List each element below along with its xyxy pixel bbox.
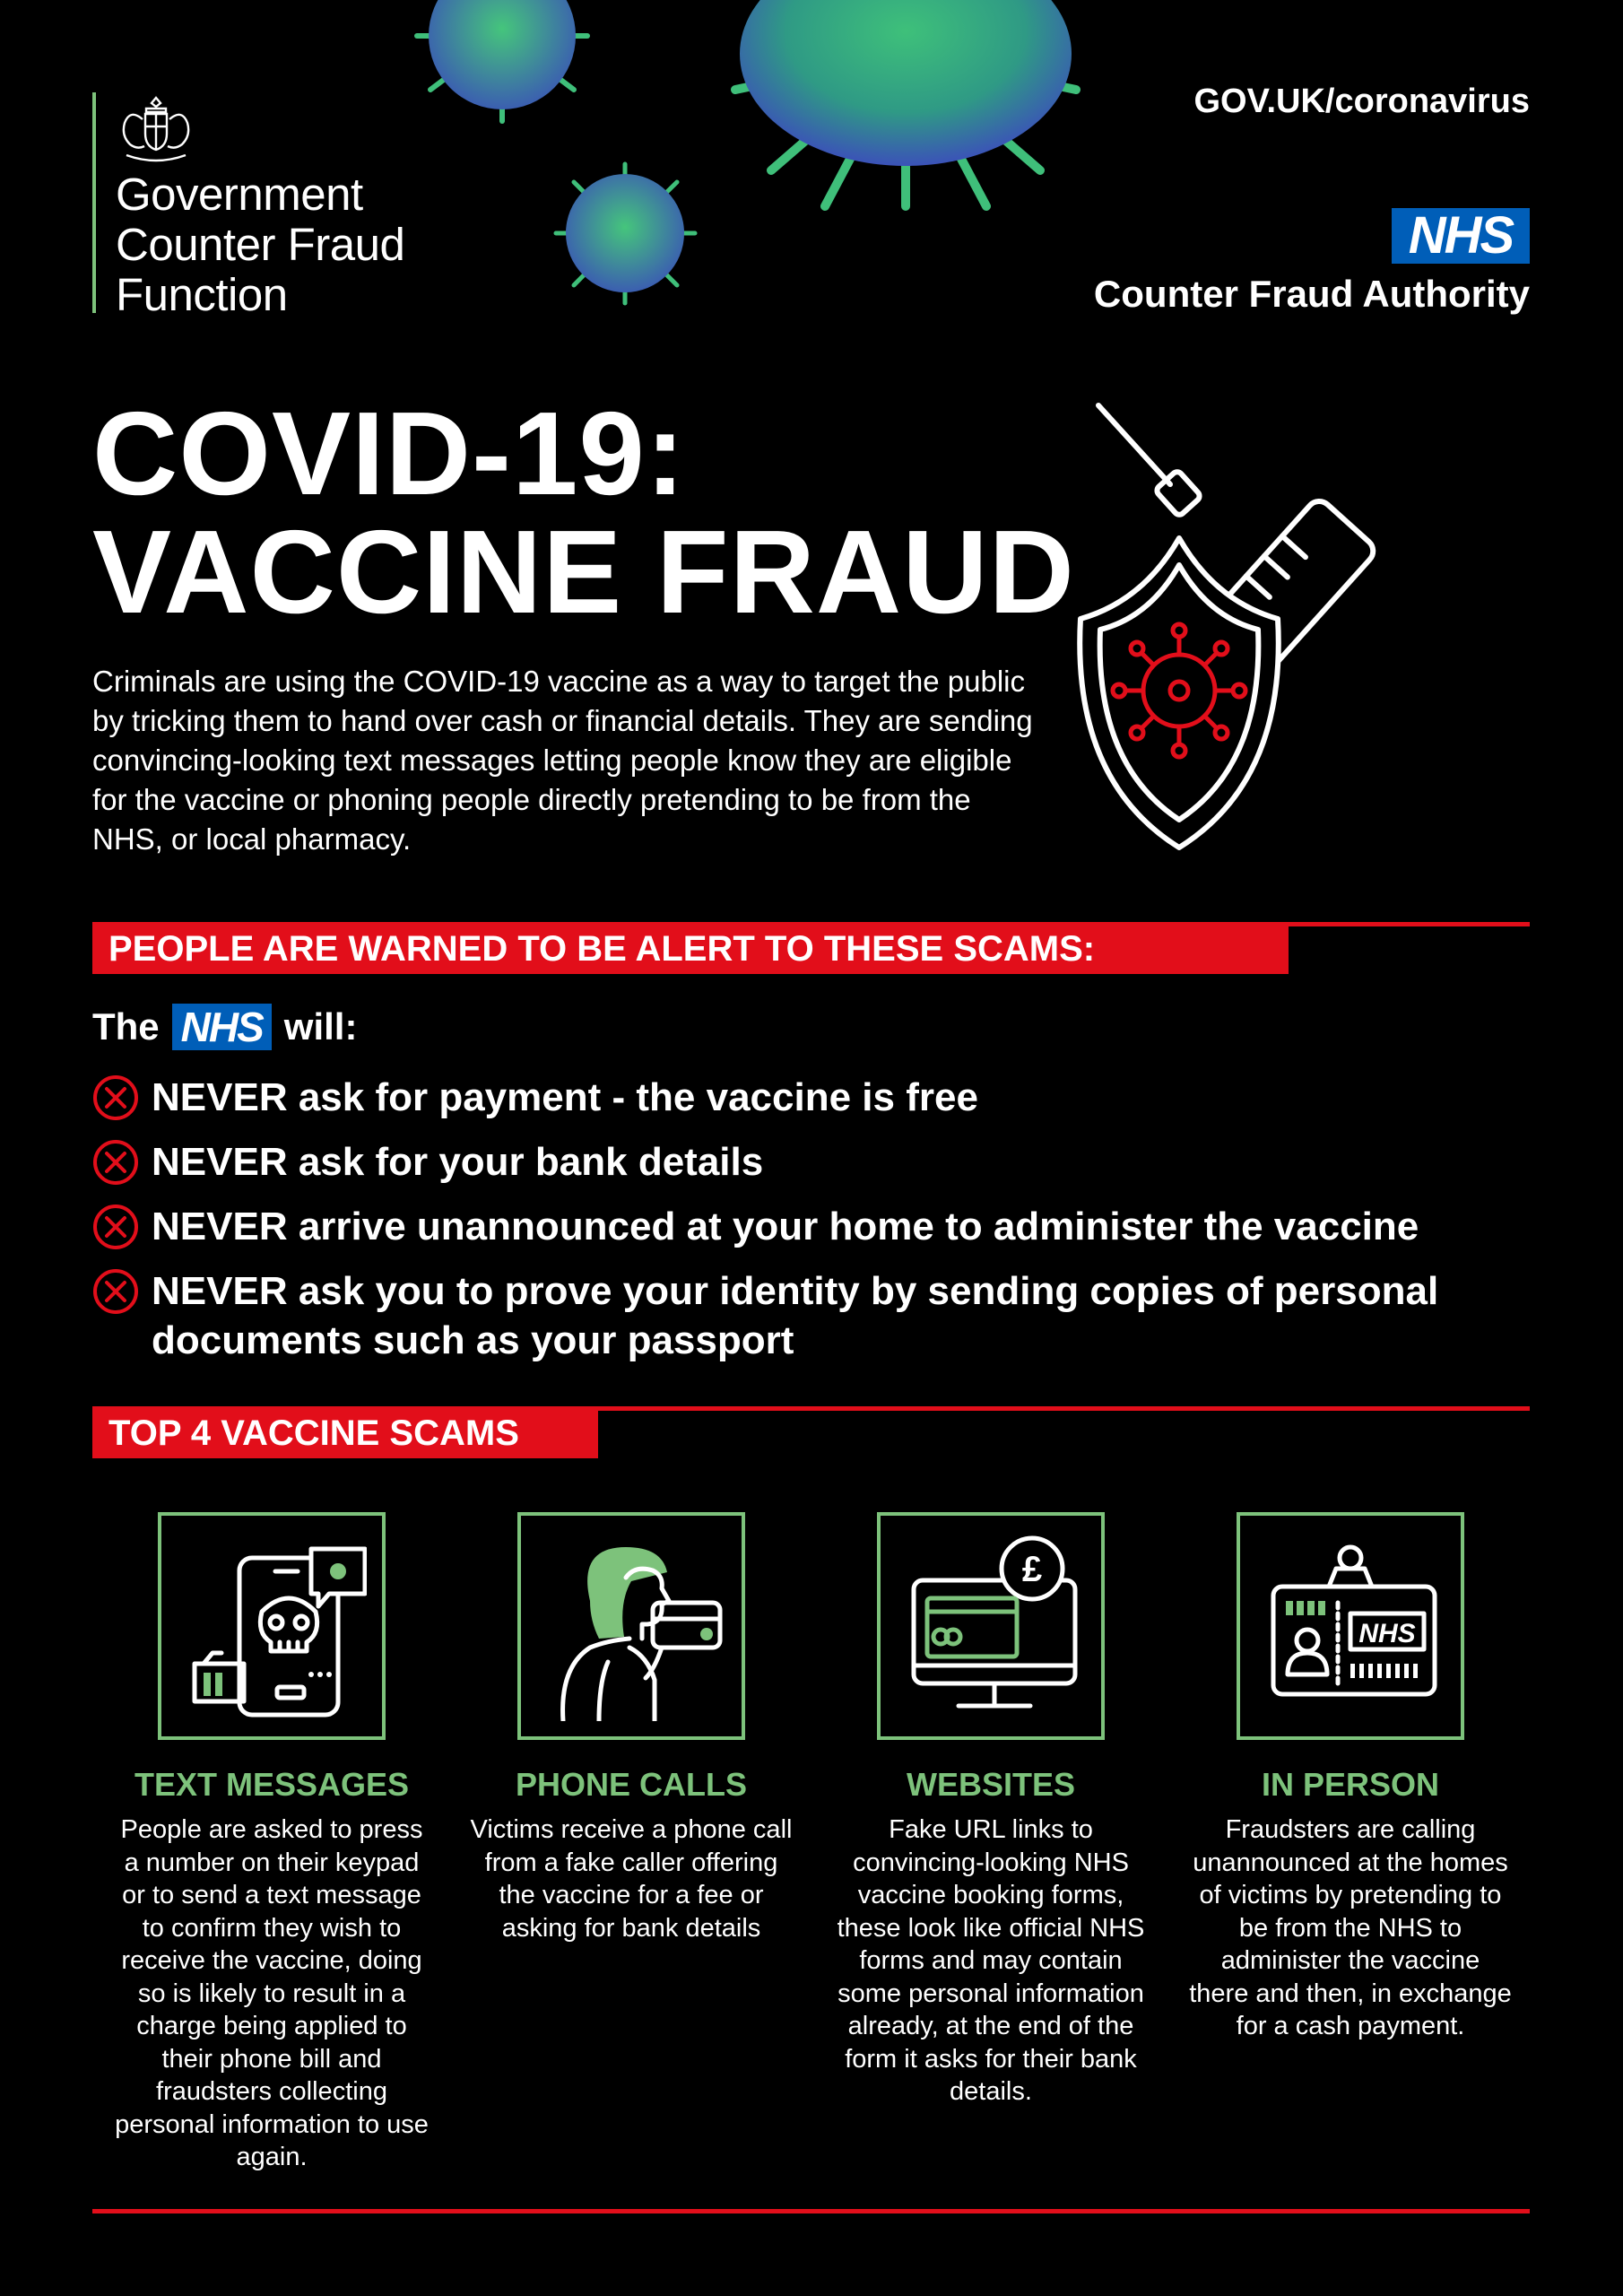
syringe-shield-icon [1063, 395, 1538, 861]
royal-crest-icon [116, 92, 196, 162]
intro-paragraph: Criminals are using the COVID-19 vaccine as a way to target the public by tricking them to hand over cash or financial details. They are sending convincing-looking text messages letting people know they are eligible for the vaccine or phoning people directly pretending to be from the NHS, or local pharmacy. [92, 665, 1033, 856]
title-line: VACCINE FRAUD [92, 506, 1075, 638]
org-name-line: Function [116, 269, 288, 320]
scam-card-phone-calls [461, 1512, 802, 1944]
never-item-text [152, 1202, 1419, 1251]
never-list-item [92, 1073, 1545, 1122]
red-x-circle-icon [92, 1074, 139, 1121]
title-line: COVID-19: [92, 387, 686, 519]
never-keyword: NEVER [152, 1269, 288, 1313]
nhs-will-prefix: The [92, 1005, 160, 1048]
never-item-text [152, 1073, 978, 1122]
scam-card-text-messages [101, 1512, 442, 2174]
org-name [116, 170, 404, 320]
bottom-divider [92, 2209, 1530, 2213]
scam-heading: TEXT MESSAGES [134, 1766, 410, 1803]
scam-heading: WEBSITES [906, 1766, 1075, 1803]
virus-decoration-small [551, 160, 699, 308]
gcff-logo [92, 92, 405, 320]
virus-decoration-left [412, 0, 592, 126]
never-item-text [152, 1266, 1545, 1365]
org-name-line: Counter Fraud [116, 219, 405, 270]
scam-card-websites [820, 1512, 1161, 2109]
scam-description: Fake URL links to convincing-looking NHS vaccine booking forms, these look like official NHS forms and may contain some personal information already, at the end of the form it asks for their bank details. [837, 1815, 1145, 2106]
never-item-detail: arrive unannounced at your home to administer the vaccine [287, 1205, 1419, 1248]
page-title [92, 387, 1075, 638]
scam-icon-frame [877, 1512, 1105, 1740]
scam-heading: PHONE CALLS [515, 1766, 747, 1803]
badge-nhs-text: NHS [1358, 1619, 1416, 1648]
pound-glyph: £ [1021, 1550, 1043, 1589]
scam-description: Victims receive a phone call from a fake caller offering the vaccine for a fee or asking for bank details [470, 1815, 793, 1943]
top4-heading: TOP 4 VACCINE SCAMS [92, 1406, 598, 1458]
red-x-circle-icon [92, 1268, 139, 1315]
never-list-item [92, 1137, 1545, 1187]
org-name-line: Government [116, 169, 363, 220]
never-item-detail: ask for your bank details [287, 1140, 764, 1184]
warning-heading: PEOPLE ARE WARNED TO BE ALERT TO THESE SCAMS: [92, 922, 1289, 974]
scam-description: Fraudsters are calling unannounced at the homes of victims by pretending to be from the NHS to administer the vaccine there and then, in exchange for a cash payment. [1189, 1815, 1512, 2040]
scam-heading: IN PERSON [1261, 1766, 1440, 1803]
red-x-circle-icon [92, 1204, 139, 1250]
nhs-will-line [92, 1003, 357, 1051]
scam-card-in-person [1180, 1512, 1521, 2043]
scam-icon-frame [517, 1512, 745, 1740]
nhs-will-suffix: will: [283, 1005, 358, 1048]
gov-url-link[interactable]: GOV.UK/coronavirus [1193, 83, 1530, 120]
nhs-logo: NHS [1392, 208, 1530, 264]
scam-icon-frame [1237, 1512, 1464, 1740]
id-badge-icon [1255, 1531, 1445, 1721]
never-item-detail: ask for payment - the vaccine is free [287, 1075, 978, 1119]
never-keyword: NEVER [152, 1075, 288, 1119]
never-keyword: NEVER [152, 1205, 288, 1248]
never-keyword: NEVER [152, 1140, 288, 1184]
never-list-item [92, 1202, 1545, 1251]
caller-with-card-icon [536, 1531, 726, 1721]
phone-message-icon [177, 1531, 367, 1721]
scam-description: People are asked to press a number on their keypad or to send a text message to confirm they wish to receive the vaccine, doing so is likely to result in a charge being applied to their phone bill and fraudsters collecting personal information to use again. [115, 1815, 429, 2171]
nhs-cfa-title: Counter Fraud Authority [1093, 273, 1530, 315]
never-item-detail: ask you to prove your identity by sending copies of personal documents such as your passport [152, 1269, 1439, 1362]
nhs-logo-inline: NHS [172, 1004, 272, 1050]
never-list-item [92, 1266, 1545, 1365]
red-x-circle-icon [92, 1139, 139, 1186]
virus-decoration-large [690, 0, 1121, 215]
website-payment-icon [896, 1531, 1086, 1721]
never-item-text [152, 1137, 763, 1187]
scam-icon-frame [158, 1512, 386, 1740]
